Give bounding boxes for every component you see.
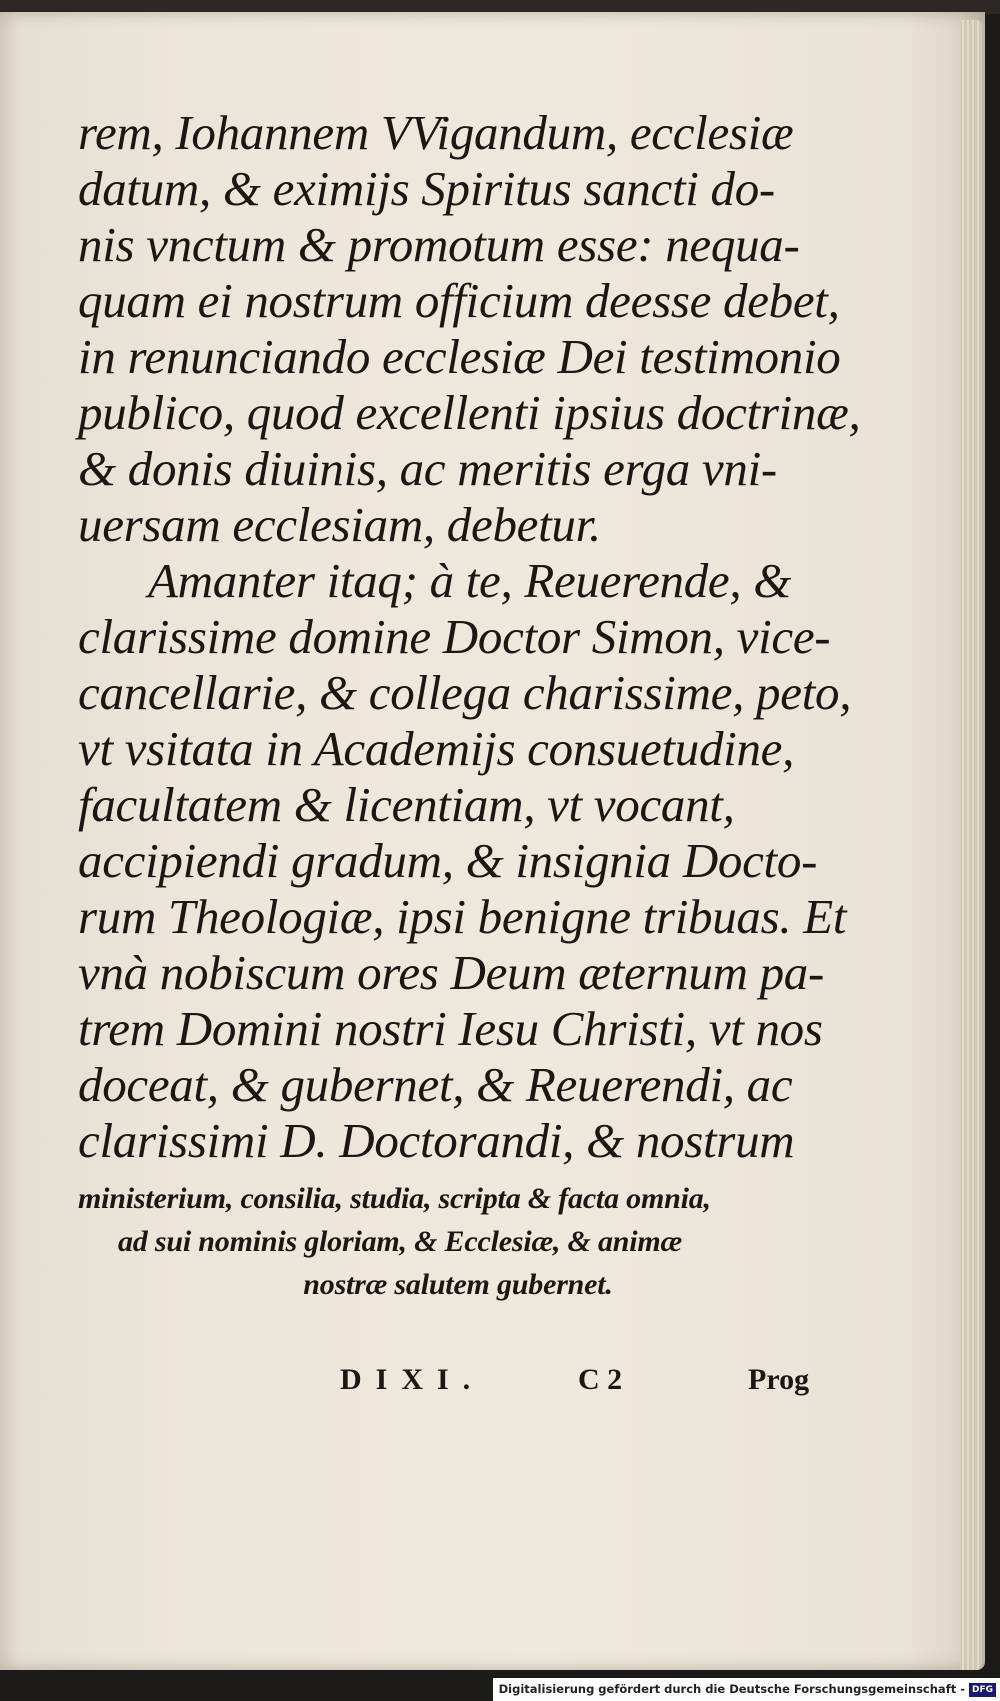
small-text-line: ad sui nominis gloriam, & Ecclesiæ, & animæ <box>118 1225 682 1258</box>
catchword: Prog <box>748 1363 810 1396</box>
text-line: uersam ecclesiam, debetur. <box>78 497 601 552</box>
paragraph-start-line: Amanter itaq; à te, Reuerende, & <box>148 553 792 608</box>
small-text-line: ministerium, consilia, studia, scripta & facta omnia, <box>78 1182 711 1215</box>
text-line: vt vsitata in Academijs consuetudine, <box>78 721 795 776</box>
text-line: & donis diuinis, ac meritis erga vni- <box>78 441 777 496</box>
catchline <box>340 1363 840 1403</box>
text-line: clarissime domine Doctor Simon, vice- <box>78 609 831 664</box>
digitization-credit <box>493 1678 1000 1701</box>
text-line: facultatem & licentiam, vt vocant, <box>78 777 735 832</box>
text-line: rum Theologiæ, ipsi benigne tribuas. Et <box>78 889 847 944</box>
text-line: publico, quod excellenti ipsius doctrinæ, <box>78 385 861 440</box>
credit-text: Digitalisierung gefördert durch die Deutsche Forschungsgemeinschaft - <box>498 1682 965 1696</box>
page-edge-stack <box>960 20 982 1670</box>
text-line: cancellarie, & collega charissime, peto, <box>78 665 852 720</box>
text-line: quam ei nostrum officium deesse debet, <box>78 273 840 328</box>
text-line: datum, & eximijs Spiritus sancti do- <box>78 161 775 216</box>
text-line: vnà nobiscum ores Deum æternum pa- <box>78 945 825 1000</box>
text-line: rem, Iohannem VVigandum, ecclesiæ <box>78 105 794 160</box>
text-line: clarissimi D. Doctorandi, & nostrum <box>78 1113 795 1168</box>
text-line: nis vnctum & promotum esse: nequa- <box>78 217 800 272</box>
text-line: trem Domini nostri Iesu Christi, vt nos <box>78 1001 823 1056</box>
text-line: in renunciando ecclesiæ Dei testimonio <box>78 329 841 384</box>
text-line: accipiendi gradum, & insignia Docto- <box>78 833 818 888</box>
dfg-logo: DFG <box>969 1683 996 1697</box>
small-text-line: nostræ salutem gubernet. <box>303 1268 613 1301</box>
closing-word: DIXI. <box>340 1363 485 1396</box>
signature-mark: C 2 <box>578 1363 623 1396</box>
page-text-block <box>78 105 861 1306</box>
text-line: doceat, & gubernet, & Reuerendi, ac <box>78 1057 793 1112</box>
